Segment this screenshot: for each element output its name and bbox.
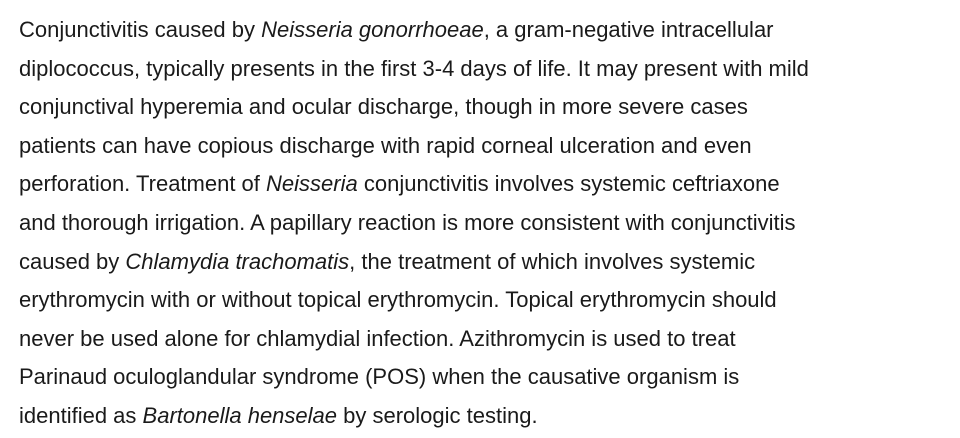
paragraph-line — [19, 204, 954, 243]
italic-term: Neisseria — [266, 171, 358, 197]
text-run: never be used alone for chlamydial infection. Azithromycin is used to treat — [19, 325, 736, 351]
paragraph-line — [19, 281, 954, 320]
paragraph-line — [19, 320, 954, 359]
text-run: by serologic testing. — [337, 402, 538, 428]
text-run: Conjunctivitis caused by — [19, 17, 262, 42]
paragraph-line — [19, 243, 954, 282]
text-run: identified as — [19, 402, 143, 428]
text-run: erythromycin with or without topical erythromycin. Topical erythromycin should — [19, 287, 777, 313]
text-run: conjunctivitis involves systemic ceftriaxone — [357, 171, 780, 197]
text-run: and thorough irrigation. A papillary reaction is more consistent with conjunctivitis — [19, 209, 796, 235]
paragraph-line — [19, 165, 954, 204]
explanation-paragraph — [19, 11, 954, 436]
paragraph-line — [19, 11, 954, 50]
text-run: perforation. Treatment of — [19, 171, 267, 197]
italic-term: Neisseria gonorrhoeae — [261, 17, 484, 42]
italic-term: Bartonella henselae — [142, 402, 338, 428]
paragraph-line — [19, 50, 954, 89]
paragraph-line — [19, 127, 954, 166]
text-run: conjunctival hyperemia and ocular discharge, though in more severe cases — [19, 94, 748, 120]
text-run: caused by — [19, 248, 126, 274]
text-run: Parinaud oculoglandular syndrome (POS) when the causative organism is — [19, 364, 740, 390]
text-run: patients can have copious discharge with rapid corneal ulceration and even — [19, 132, 752, 158]
italic-term: Chlamydia trachomatis — [125, 248, 350, 274]
paragraph-line — [19, 88, 954, 127]
text-run: diplococcus, typically presents in the first 3-4 days of life. It may present with mild — [19, 55, 809, 81]
text-run: , the treatment of which involves systemic — [349, 248, 756, 274]
text-run: , a gram-negative intracellular — [483, 17, 774, 42]
paragraph-line — [19, 397, 954, 436]
paragraph-line — [19, 358, 954, 397]
